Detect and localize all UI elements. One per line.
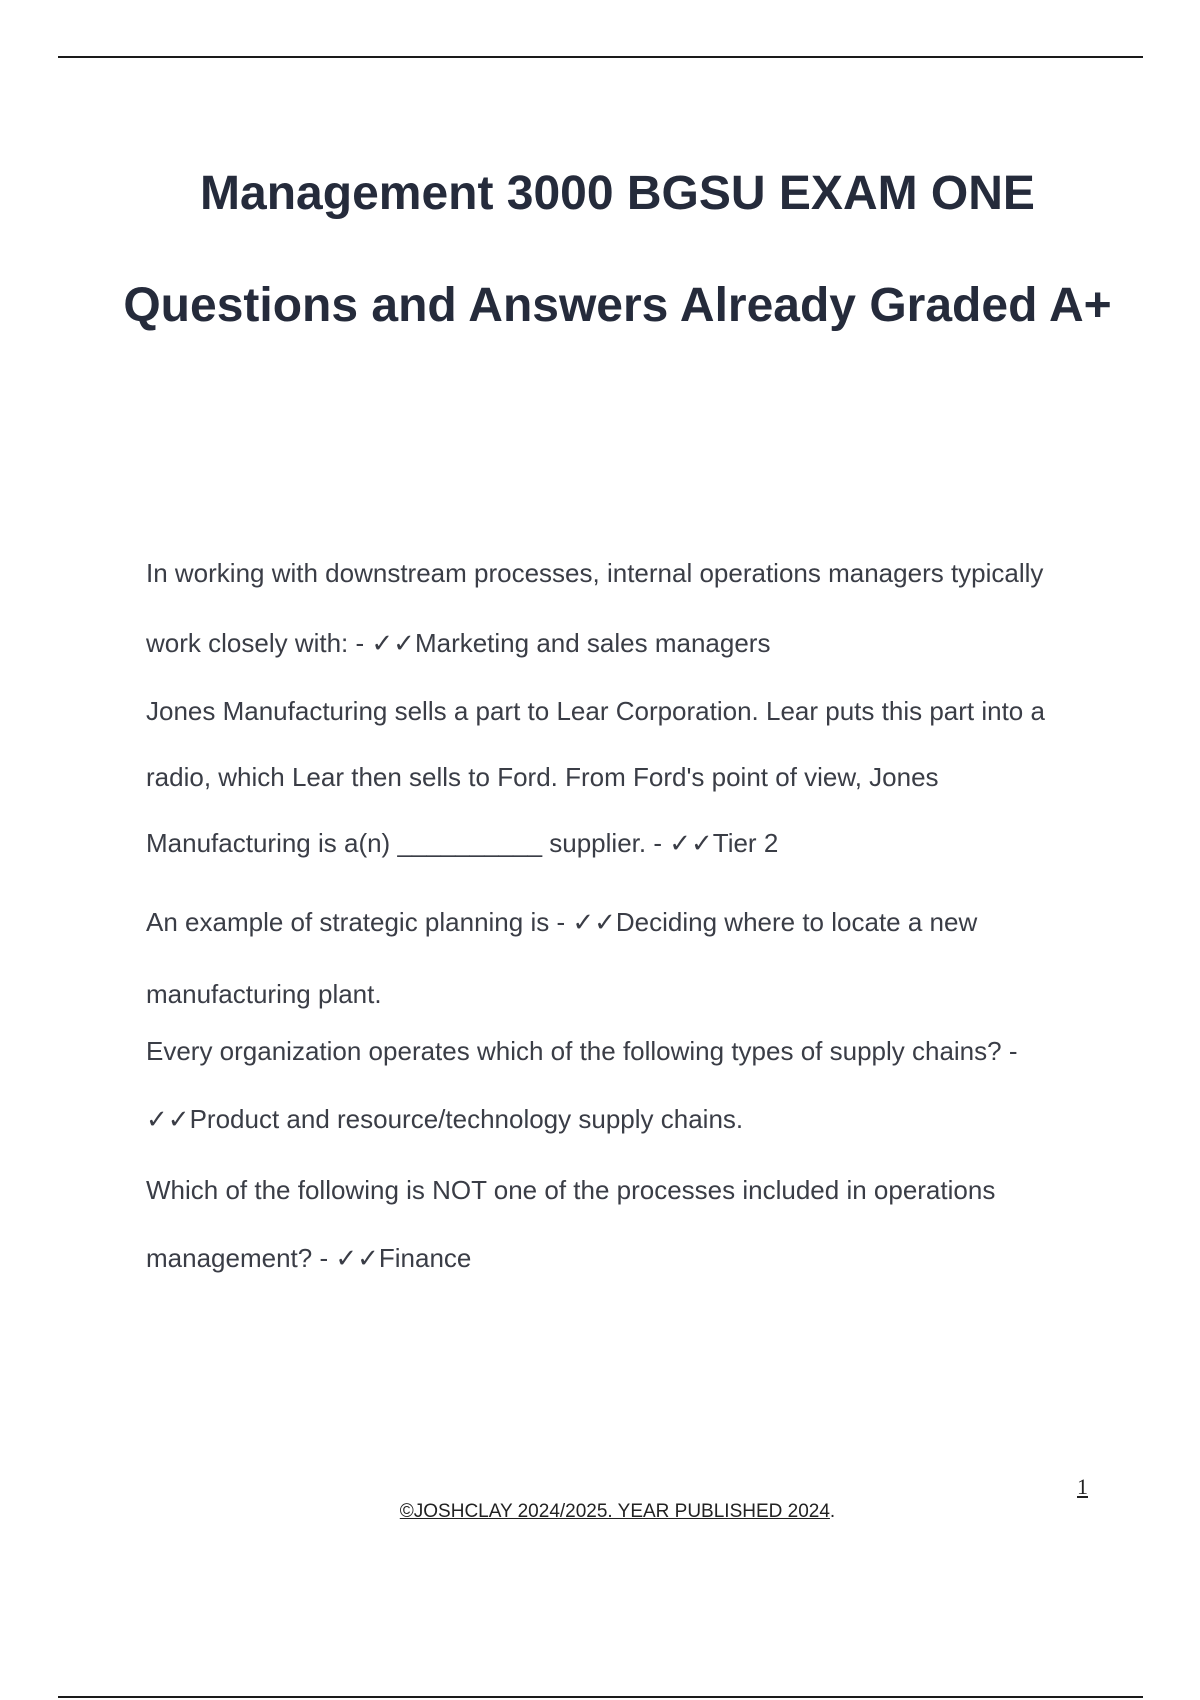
bottom-rule xyxy=(58,1696,1143,1698)
document-title: Management 3000 BGSU EXAM ONE Questions and Answers Already Graded A+ xyxy=(123,167,1112,332)
qa-item: Every organization operates which of the following types of supply chains? - ✓✓Product and resource/technology supply chains. xyxy=(146,1036,1018,1134)
qa-item: Jones Manufacturing sells a part to Lear Corporation. Lear puts this part into a radio, which Lear then sells to Ford. From Ford's point of view, Jones Manufacturing is a(n) __________ supplier. - ✓✓Tier 2 xyxy=(146,696,1045,858)
top-rule xyxy=(58,56,1143,58)
qa-item: In working with downstream processes, internal operations managers typically work closely with: - ✓✓Marketing and sales managers xyxy=(146,558,1044,658)
footer xyxy=(0,1501,1200,1523)
qa-list xyxy=(146,538,1096,1292)
qa-item: Which of the following is NOT one of the processes included in operations management? - ✓✓Finance xyxy=(146,1175,996,1273)
page-number: 1 xyxy=(1077,1474,1088,1499)
footer-period: . xyxy=(829,1501,836,1522)
qa-item: An example of strategic planning is - ✓✓Deciding where to locate a new manufacturing plant. xyxy=(146,907,978,1009)
footer-copyright: ©JOSHCLAY 2024/2025. YEAR PUBLISHED 2024 xyxy=(399,1501,830,1522)
